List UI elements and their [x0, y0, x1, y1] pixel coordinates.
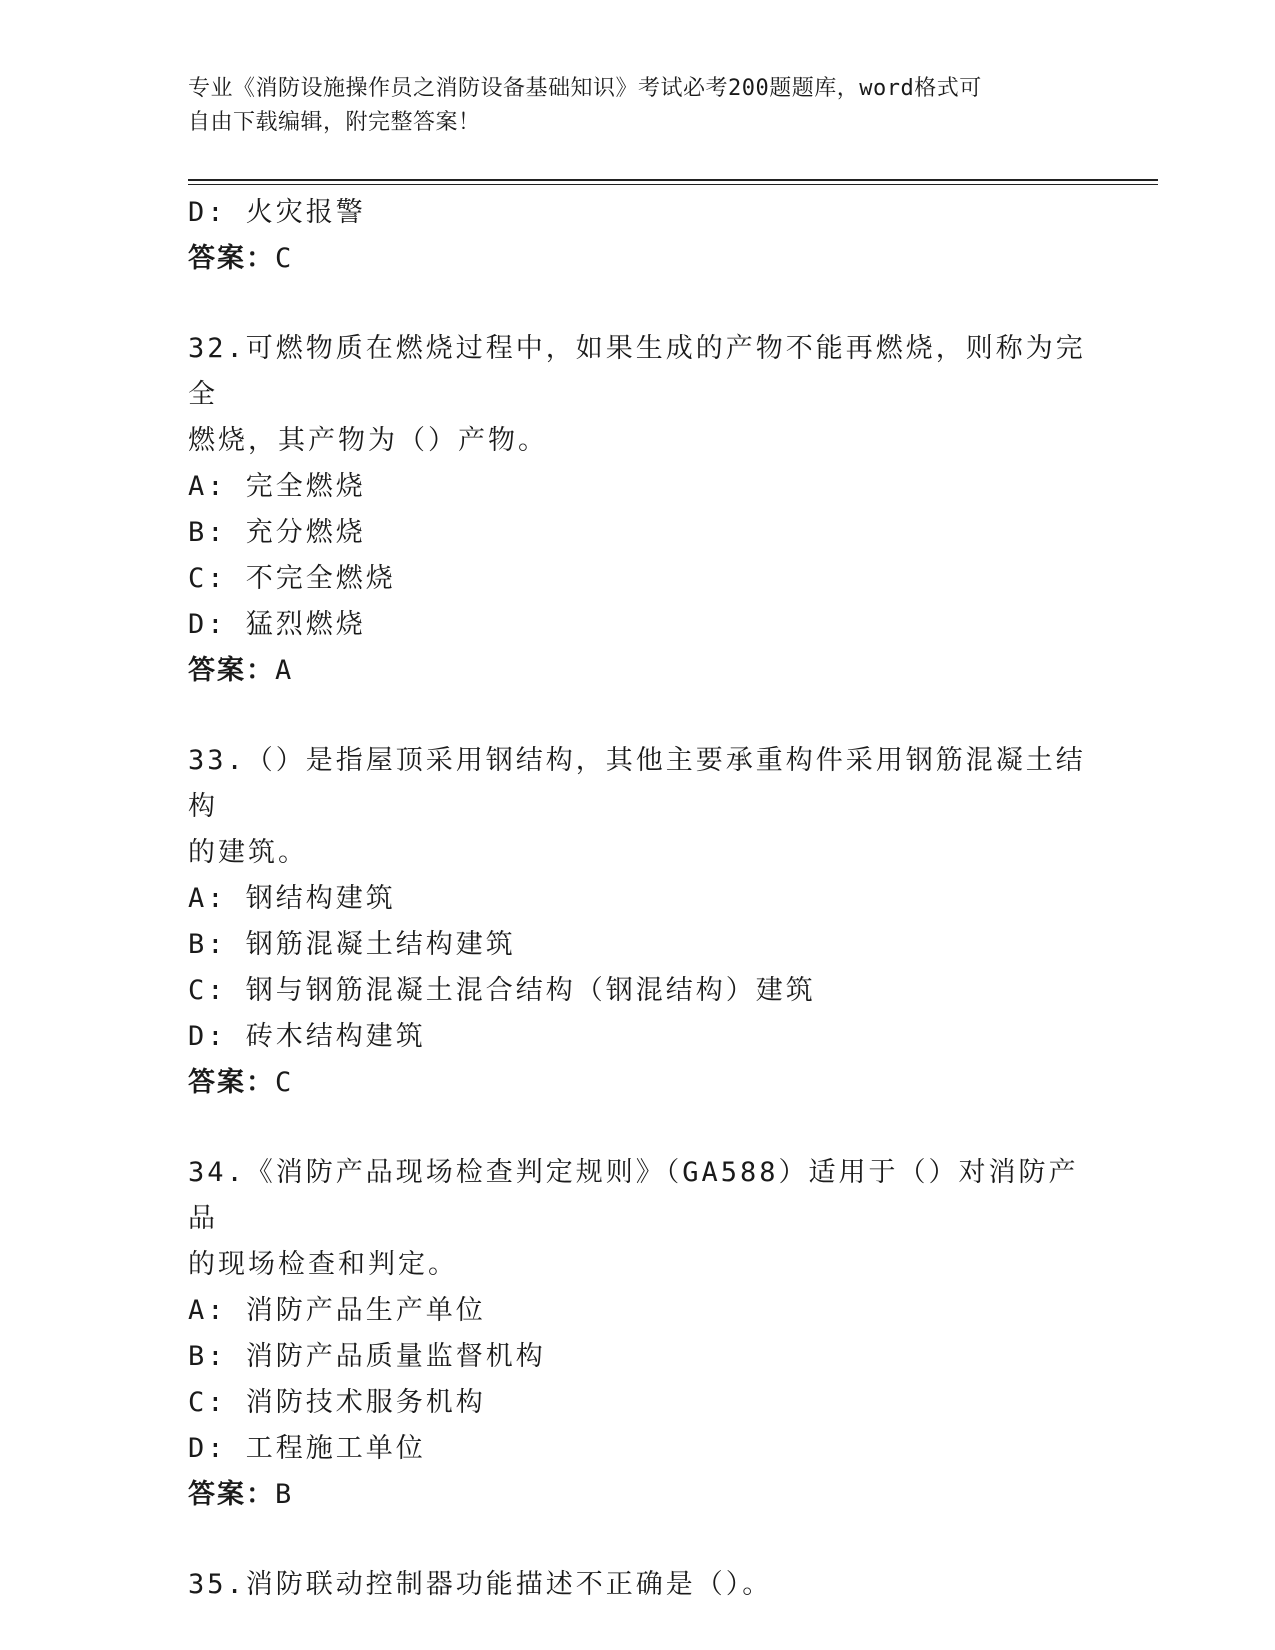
- answer-value: C: [275, 1067, 293, 1098]
- answer-label: 答案：: [188, 655, 275, 686]
- option-a: A: 消防产品生产单位: [188, 1295, 486, 1326]
- header-divider-thin: [188, 184, 1158, 185]
- option-d: D: 火灾报警: [188, 197, 366, 228]
- question-text-line-1: 33.（）是指屋顶采用钢结构，其他主要承重构件采用钢筋混凝土结构: [188, 745, 1086, 822]
- answer-label: 答案：: [188, 243, 275, 274]
- answer-line: [188, 236, 1088, 282]
- option-b: B: 钢筋混凝土结构建筑: [188, 929, 516, 960]
- question-text-line-2: 的建筑。: [188, 837, 308, 868]
- previous-question-tail: [188, 190, 1088, 282]
- question-text-line-1: 34.《消防产品现场检查判定规则》（GA588）适用于（）对消防产品: [188, 1157, 1079, 1234]
- option-c: C: 不完全燃烧: [188, 563, 396, 594]
- answer-value: B: [275, 1479, 293, 1510]
- option-d: D: 砖木结构建筑: [188, 1021, 426, 1052]
- question-text-line-2: 的现场检查和判定。: [188, 1249, 458, 1280]
- document-content: [188, 190, 1088, 1608]
- header-line-2: 自由下载编辑，附完整答案！: [188, 110, 481, 135]
- option-c: C: 消防技术服务机构: [188, 1387, 486, 1418]
- question-33: [188, 738, 1088, 1106]
- answer-line: [188, 1060, 1088, 1106]
- option-d: D: 猛烈燃烧: [188, 609, 366, 640]
- document-header: [188, 72, 1088, 140]
- option-b: B: 消防产品质量监督机构: [188, 1341, 546, 1372]
- question-35: [188, 1562, 1088, 1608]
- question-34: [188, 1150, 1088, 1518]
- option-d: D: 工程施工单位: [188, 1433, 426, 1464]
- answer-label: 答案：: [188, 1479, 275, 1510]
- header-line-1: 专业《消防设施操作员之消防设备基础知识》考试必考200题题库，word格式可: [188, 76, 982, 101]
- question-text-line-1: 35.消防联动控制器功能描述不正确是（）。: [188, 1569, 773, 1600]
- option-b: B: 充分燃烧: [188, 517, 366, 548]
- answer-label: 答案：: [188, 1067, 275, 1098]
- answer-line: [188, 648, 1088, 694]
- option-a: A: 完全燃烧: [188, 471, 366, 502]
- answer-line: [188, 1472, 1088, 1518]
- option-c: C: 钢与钢筋混凝土混合结构（钢混结构）建筑: [188, 975, 816, 1006]
- answer-value: A: [275, 655, 293, 686]
- question-32: [188, 326, 1088, 694]
- header-divider-thick: [188, 179, 1158, 181]
- question-text-line-2: 燃烧，其产物为（）产物。: [188, 425, 548, 456]
- question-text-line-1: 32.可燃物质在燃烧过程中，如果生成的产物不能再燃烧，则称为完全: [188, 333, 1086, 410]
- answer-value: C: [275, 243, 293, 274]
- option-a: A: 钢结构建筑: [188, 883, 396, 914]
